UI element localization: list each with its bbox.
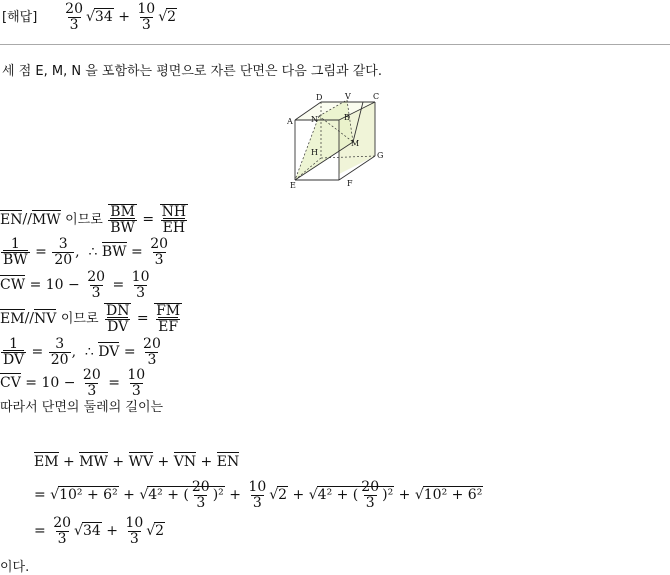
answer-radical-2: 2 [167, 9, 177, 26]
label-N: N [311, 115, 318, 124]
answer-fraction-2: $\frac{10}{3}$ [137, 1, 156, 33]
label-M: M [351, 139, 360, 148]
step-7: 따라서 단면의 둘레의 길이는 [0, 400, 164, 415]
label-V: V [345, 92, 351, 101]
label-A: A [287, 117, 293, 126]
divider [0, 44, 670, 45]
label-G: G [377, 151, 384, 160]
perimeter-line-1: EM + MW + WV + VN + EN [34, 454, 240, 470]
answer-label: [해답] [2, 10, 38, 26]
label-F: F [347, 179, 353, 188]
cube-figure [287, 90, 387, 190]
label-C: C [373, 92, 380, 101]
step-3: CW = 10 − $\frac{20}{3}$ = $\frac{10}{3}$ [0, 269, 150, 301]
answer-line: [해답] $\frac{20}{3}$ √34 + $\frac{10}{3}$ √2 [2, 1, 177, 33]
label-D: D [316, 93, 323, 102]
label-E: E [290, 181, 296, 190]
answer-fraction-1: $\frac{20}{3}$ [65, 1, 83, 33]
step-4: EM//NV 이므로 $\frac{DN}{DV}$ = $\frac{FM}{EF}$ [0, 303, 181, 335]
step-5: $\frac{1}{DV}$ = $\frac{3}{20}$ , ∴ DV = $\frac{20}{3}$ [3, 336, 161, 368]
perimeter-line-2: = √10² + 6² + √4² + ( $\frac{20}{3}$ )² + $\frac{10}{3}$ √2 + √4² + ( $\frac{20}{3}$ )² + √10² + 6² [34, 479, 483, 511]
step-2: $\frac{1}{BW}$ = $\frac{3}{20}$ , ∴ BW = $\frac{20}{3}$ [3, 236, 169, 268]
ending-text: 이다. [0, 560, 30, 575]
perimeter-line-3: = $\frac{20}{3}$ √34 + $\frac{10}{3}$ √2 [34, 515, 165, 547]
answer-radical-1: 34 [94, 9, 113, 26]
intro-text: 세 점 E, M, N 을 포함하는 평면으로 자른 단면은 다음 그림과 같다. [2, 64, 382, 79]
label-B: B [344, 113, 350, 122]
step-6: CV = 10 − $\frac{20}{3}$ = $\frac{10}{3}$ [0, 367, 146, 399]
label-H: H [311, 148, 318, 157]
step-1: EN//MW 이므로 $\frac{BM}{BW}$ = $\frac{NH}{EH}$ [0, 204, 187, 236]
